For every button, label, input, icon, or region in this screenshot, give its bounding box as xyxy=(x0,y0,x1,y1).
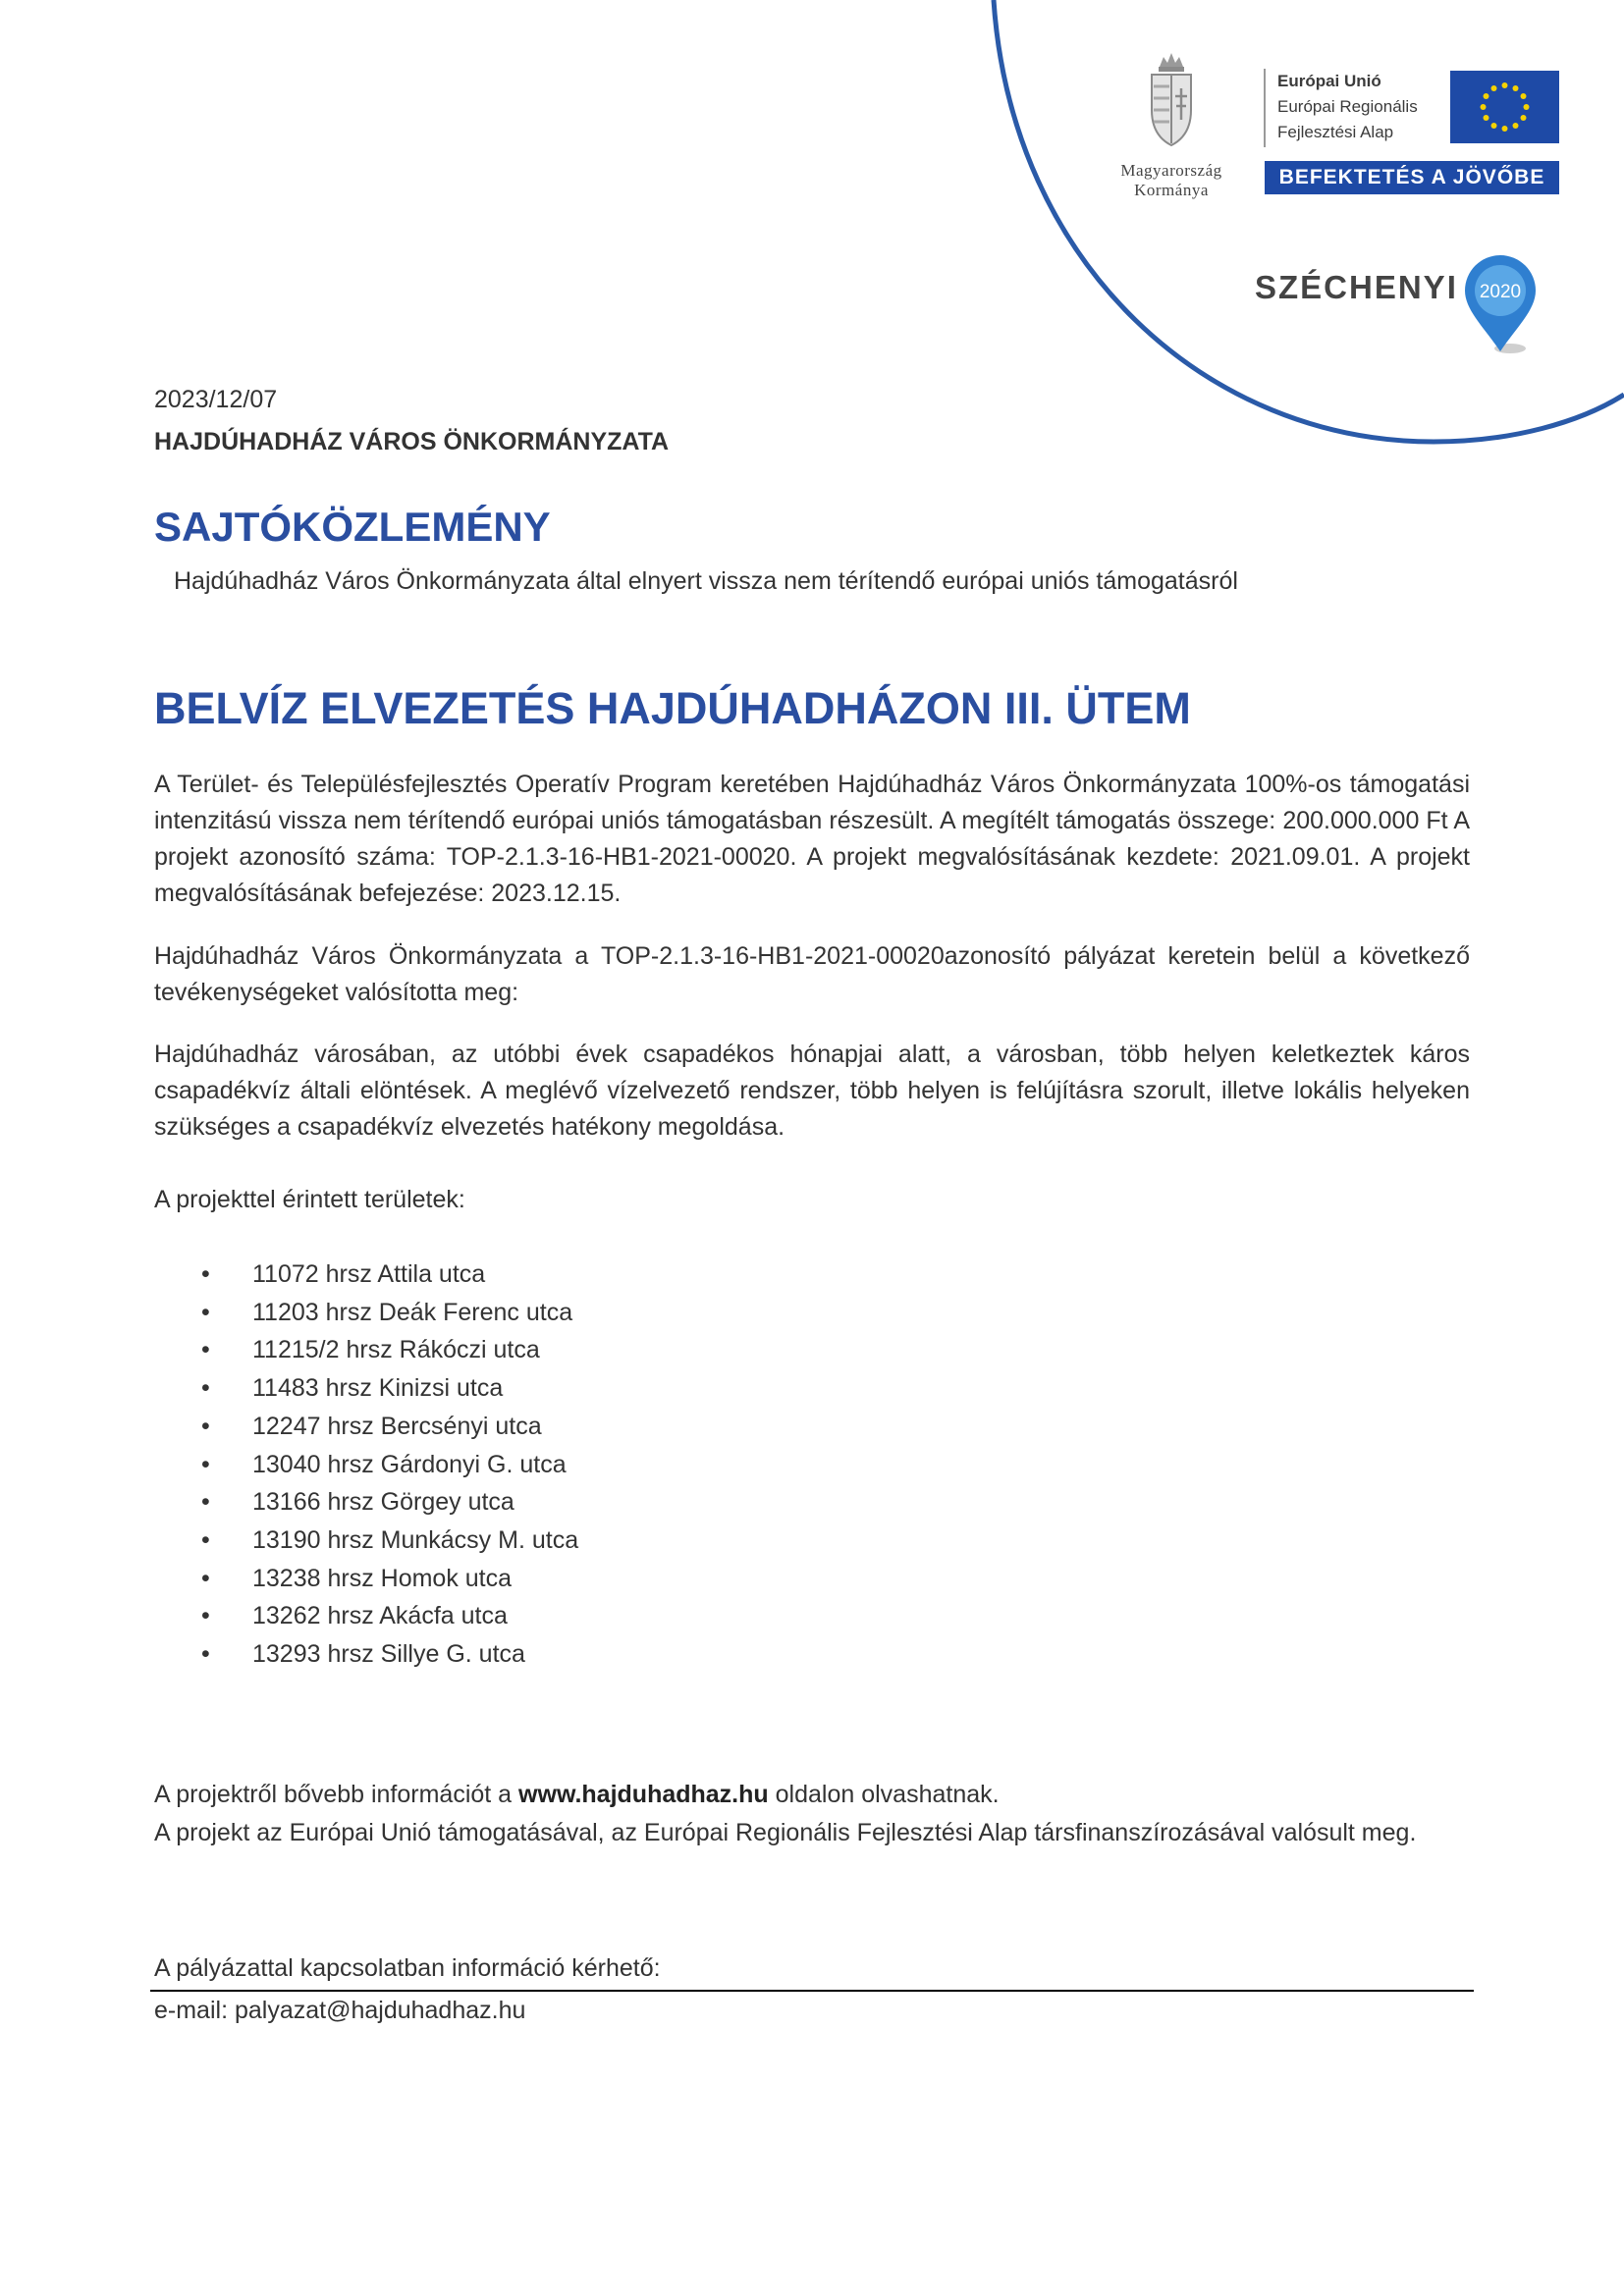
list-item: • 12247 hrsz Bercsényi utca xyxy=(201,1408,578,1446)
more-info-prefix: A projektről bővebb információt a xyxy=(154,1781,519,1808)
paragraph-background: Hajdúhadház városában, az utóbbi évek csapadékos hónapjai alatt, a városban, több helyen keletkeztek káros csapadékvíz általi elöntések. A meglévő vízelvezető rendszer, több helyen is felújításra szorult, illetve lokális helyeken szükséges a csapadékvíz elvezetés hatékony megoldása. xyxy=(154,1041,1470,1141)
organization-name: HAJDÚHADHÁZ VÁROS ÖNKORMÁNYZATA xyxy=(154,428,670,455)
crest-icon xyxy=(1144,49,1199,147)
list-item: • 13262 hrsz Akácfa utca xyxy=(201,1597,578,1635)
eu-line3: Fejlesztési Alap xyxy=(1277,123,1394,141)
list-item: • 11203 hrsz Deák Ferenc utca xyxy=(201,1294,578,1332)
list-item: • 13190 hrsz Munkácsy M. utca xyxy=(201,1522,578,1560)
szechenyi-year: 2020 xyxy=(1479,282,1522,302)
press-release-title: SAJTÓKÖZLEMÉNY xyxy=(154,504,551,550)
eu-text-block xyxy=(1264,69,1418,147)
eu-line2: Európai Regionális xyxy=(1277,97,1418,116)
affected-areas-list xyxy=(201,1255,578,1674)
paragraph-funding: A Terület- és Településfejlesztés Operatív Program keretében Hajdúhadház Város Önkormányzata 100%-os támogatási intenzitású vissza nem térítendő európai uniós támogatásban részesült. A megítélt támogatás összege: 200.000.000 Ft A projekt azonosító száma: TOP-2.1.3-16-HB1-2021-00020. A projekt megvalósításának kezdete: 2021.09.01. A projekt megvalósításának befejezése: 2023.12.15. xyxy=(154,771,1470,907)
eu-stars-icon xyxy=(1450,71,1559,143)
crest-caption-line1: Magyarország xyxy=(1120,161,1222,180)
location-pin-icon xyxy=(1461,253,1540,357)
government-crest-logo xyxy=(1093,49,1250,200)
paragraph-activities-intro: Hajdúhadház Város Önkormányzata a TOP-2.1.3-16-HB1-2021-00020azonosító pályázat keretein belül a következő tevékenységeket valósította meg: xyxy=(154,942,1470,1006)
contact-email[interactable]: e-mail: palyazat@hajduhadhaz.hu xyxy=(154,1997,526,2024)
areas-intro: A projekttel érintett területek: xyxy=(154,1186,465,1213)
list-item: • 11215/2 hrsz Rákóczi utca xyxy=(201,1331,578,1369)
list-item: • 11483 hrsz Kinizsi utca xyxy=(201,1369,578,1408)
eu-slogan-banner: BEFEKTETÉS A JÖVŐBE xyxy=(1265,161,1559,194)
list-item: • 13040 hrsz Gárdonyi G. utca xyxy=(201,1446,578,1484)
list-item: • 13166 hrsz Görgey utca xyxy=(201,1483,578,1522)
list-item: • 13238 hrsz Homok utca xyxy=(201,1560,578,1598)
szechenyi-2020-pin-logo xyxy=(1461,253,1540,362)
list-item: • 11072 hrsz Attila utca xyxy=(201,1255,578,1294)
list-item: • 13293 hrsz Sillye G. utca xyxy=(201,1635,578,1674)
crest-caption xyxy=(1093,161,1250,200)
more-info-line xyxy=(154,1777,1470,1813)
szechenyi-wordmark: SZÉCHENYI xyxy=(1255,269,1458,305)
press-release-subtitle: Hajdúhadház Város Önkormányzata által elnyert vissza nem térítendő európai uniós támogatásról xyxy=(174,567,1238,595)
contact-divider xyxy=(150,1990,1474,1992)
eu-flag-logo xyxy=(1450,71,1559,143)
crest-caption-line2: Kormánya xyxy=(1134,181,1209,199)
website-link[interactable]: www.hajduhadhaz.hu xyxy=(518,1781,769,1808)
document-date: 2023/12/07 xyxy=(154,386,278,413)
eu-line1: Európai Unió xyxy=(1277,72,1381,90)
cofinancing-note: A projekt az Európai Unió támogatásával, az Európai Regionális Fejlesztési Alap társfinanszírozásával valósult meg. xyxy=(154,1819,1417,1846)
project-title: BELVÍZ ELVEZETÉS HAJDÚHADHÁZON III. ÜTEM xyxy=(154,683,1191,733)
contact-intro: A pályázattal kapcsolatban információ kérhető: xyxy=(154,1954,661,1982)
more-info-suffix: oldalon olvashatnak. xyxy=(768,1781,1000,1808)
